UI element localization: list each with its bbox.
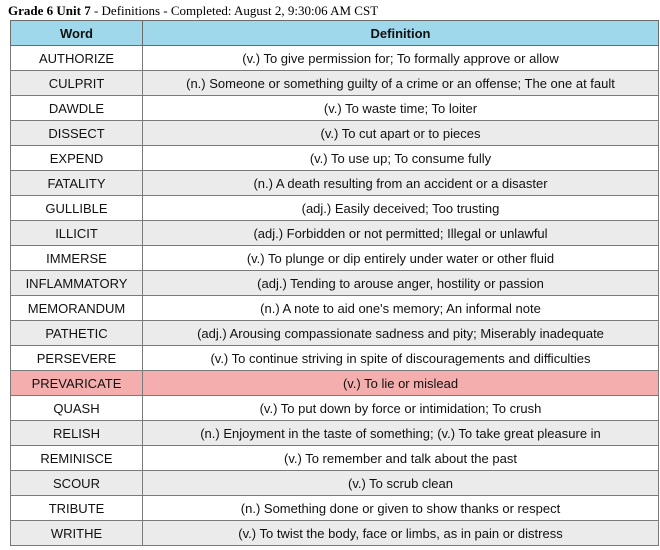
definition-cell: (v.) To plunge or dip entirely under water or other fluid: [143, 246, 659, 271]
definition-cell: (v.) To lie or mislead: [143, 371, 659, 396]
table-row: [11, 46, 659, 71]
definition-cell: (adj.) Forbidden or not permitted; Illegal or unlawful: [143, 221, 659, 246]
table-row: [11, 321, 659, 346]
table-row: [11, 221, 659, 246]
definition-cell: (v.) To put down by force or intimidation; To crush: [143, 396, 659, 421]
word-cell: PREVARICATE: [11, 371, 143, 396]
definition-cell: (n.) Something done or given to show thanks or respect: [143, 496, 659, 521]
page-title: Grade 6 Unit 7: [8, 3, 91, 18]
table-row: [11, 196, 659, 221]
definition-cell: (v.) To use up; To consume fully: [143, 146, 659, 171]
table-row: [11, 296, 659, 321]
definition-cell: (v.) To continue striving in spite of discouragements and difficulties: [143, 346, 659, 371]
word-cell: MEMORANDUM: [11, 296, 143, 321]
definition-cell: (n.) Someone or something guilty of a crime or an offense; The one at fault: [143, 71, 659, 96]
page-subtitle: - Definitions - Completed: August 2, 9:30:06 AM CST: [90, 3, 379, 18]
definition-cell: (adj.) Arousing compassionate sadness and pity; Miserably inadequate: [143, 321, 659, 346]
table-row: [11, 271, 659, 296]
word-cell: IMMERSE: [11, 246, 143, 271]
column-header-word: Word: [11, 21, 143, 46]
table-row: [11, 71, 659, 96]
table-row: [11, 146, 659, 171]
word-cell: SCOUR: [11, 471, 143, 496]
table-row: [11, 496, 659, 521]
table-row: [11, 246, 659, 271]
definitions-table-container: [10, 20, 660, 546]
word-cell: WRITHE: [11, 521, 143, 546]
table-row: [11, 171, 659, 196]
definition-cell: (adj.) Easily deceived; Too trusting: [143, 196, 659, 221]
definition-cell: (n.) Enjoyment in the taste of something; (v.) To take great pleasure in: [143, 421, 659, 446]
table-body: [11, 46, 659, 546]
table-row: [11, 96, 659, 121]
word-cell: ILLICIT: [11, 221, 143, 246]
word-cell: GULLIBLE: [11, 196, 143, 221]
definition-cell: (v.) To cut apart or to pieces: [143, 121, 659, 146]
table-row: [11, 396, 659, 421]
definition-cell: (v.) To scrub clean: [143, 471, 659, 496]
word-cell: AUTHORIZE: [11, 46, 143, 71]
definition-cell: (v.) To give permission for; To formally approve or allow: [143, 46, 659, 71]
definition-cell: (v.) To waste time; To loiter: [143, 96, 659, 121]
table-row: [11, 521, 659, 546]
table-row: [11, 346, 659, 371]
page-header: [8, 2, 378, 20]
column-header-definition: Definition: [143, 21, 659, 46]
word-cell: RELISH: [11, 421, 143, 446]
word-cell: TRIBUTE: [11, 496, 143, 521]
table-row: [11, 121, 659, 146]
definitions-table: [10, 20, 659, 546]
word-cell: DAWDLE: [11, 96, 143, 121]
word-cell: CULPRIT: [11, 71, 143, 96]
word-cell: FATALITY: [11, 171, 143, 196]
word-cell: PERSEVERE: [11, 346, 143, 371]
table-row: [11, 446, 659, 471]
word-cell: DISSECT: [11, 121, 143, 146]
table-row: [11, 421, 659, 446]
definition-cell: (v.) To remember and talk about the past: [143, 446, 659, 471]
definition-cell: (n.) A death resulting from an accident or a disaster: [143, 171, 659, 196]
word-cell: REMINISCE: [11, 446, 143, 471]
word-cell: EXPEND: [11, 146, 143, 171]
word-cell: PATHETIC: [11, 321, 143, 346]
word-cell: INFLAMMATORY: [11, 271, 143, 296]
table-row: [11, 371, 659, 396]
definition-cell: (adj.) Tending to arouse anger, hostility or passion: [143, 271, 659, 296]
table-row: [11, 471, 659, 496]
table-header-row: [11, 21, 659, 46]
word-cell: QUASH: [11, 396, 143, 421]
definition-cell: (n.) A note to aid one's memory; An informal note: [143, 296, 659, 321]
definition-cell: (v.) To twist the body, face or limbs, as in pain or distress: [143, 521, 659, 546]
